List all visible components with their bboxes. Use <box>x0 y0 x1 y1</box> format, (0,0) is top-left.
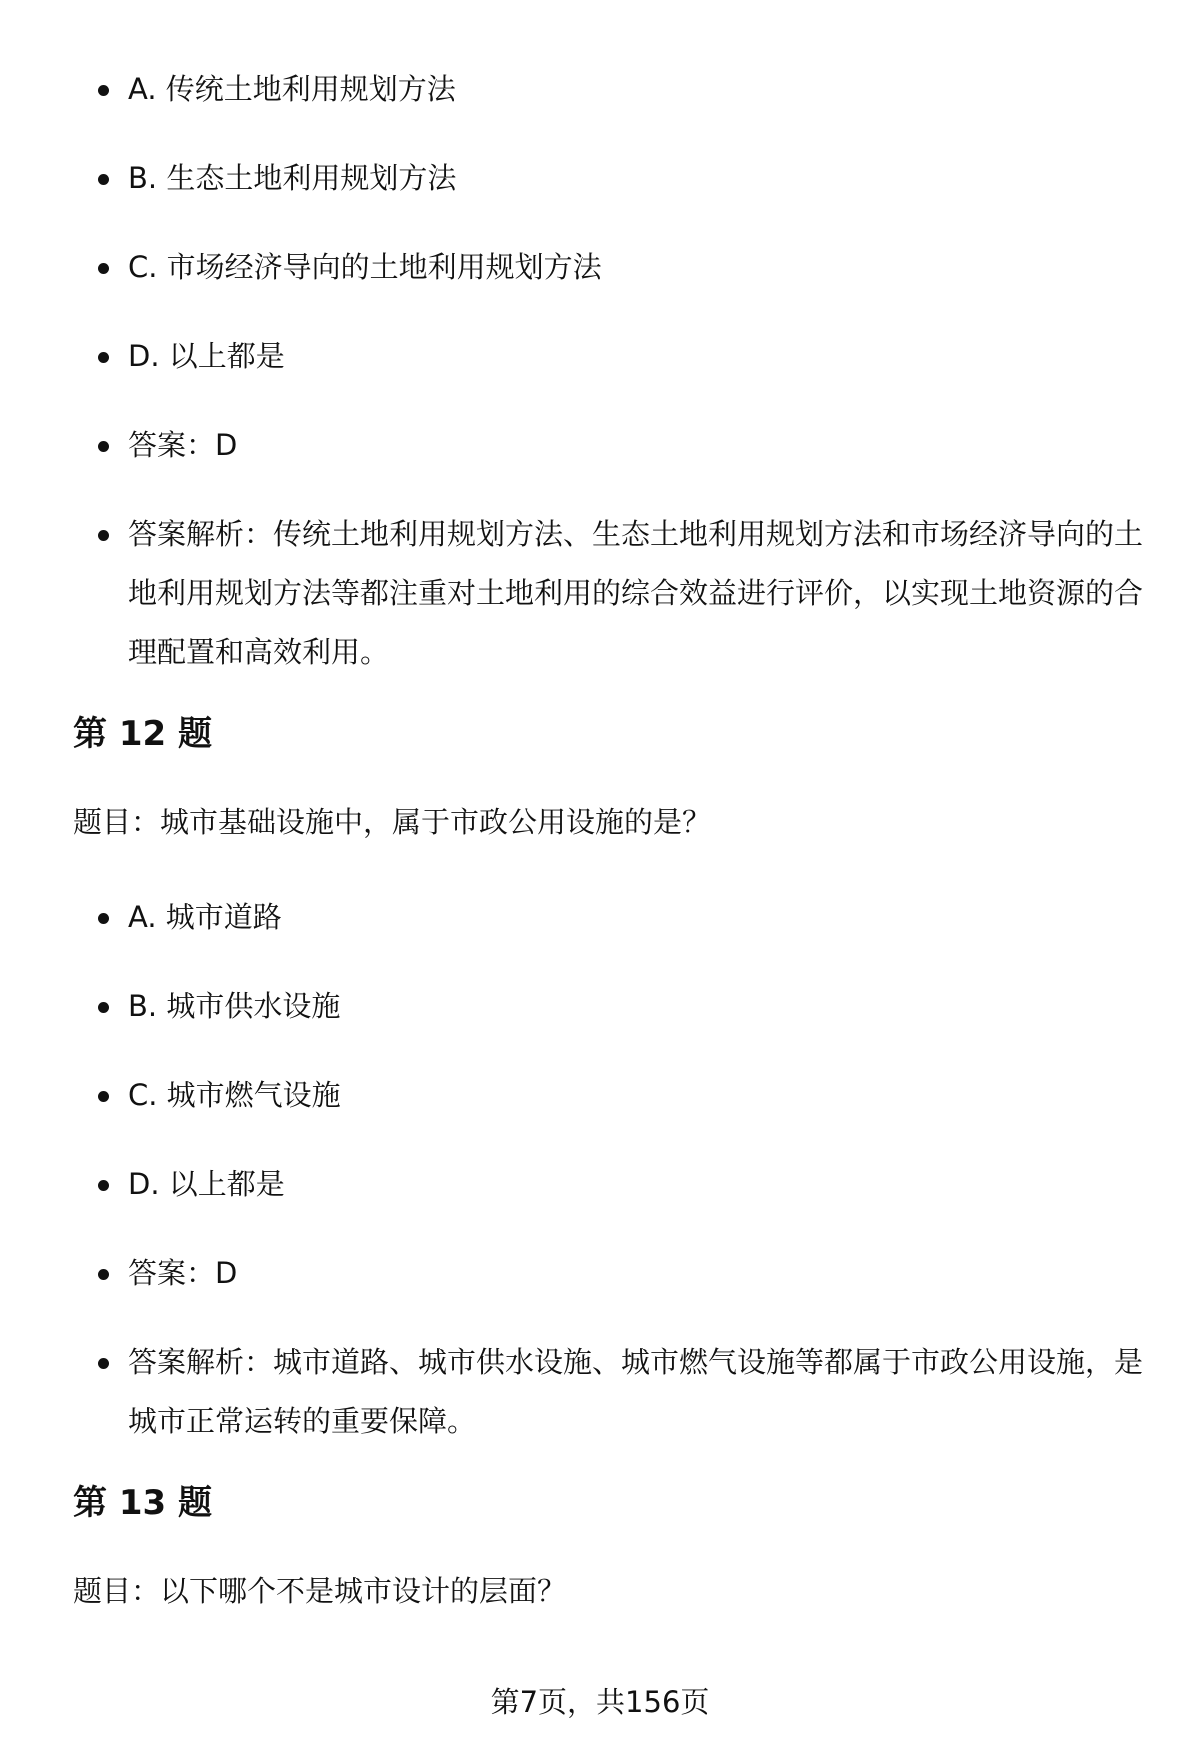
option-text: A. 城市道路 <box>128 900 282 934</box>
bullet-icon <box>98 1180 109 1191</box>
bullet-icon <box>98 913 109 924</box>
question-12-heading: 第 12 题 <box>73 714 212 754</box>
option-text: B. 生态土地利用规划方法 <box>128 161 457 195</box>
option-d <box>73 327 1153 386</box>
option-a <box>73 60 1153 119</box>
question-12-options <box>73 888 1153 1451</box>
option-text: D. 以上都是 <box>128 1167 285 1201</box>
bullet-icon <box>98 352 109 363</box>
option-d <box>73 1155 1153 1214</box>
option-text: D. 以上都是 <box>128 339 285 373</box>
answer-analysis <box>73 505 1153 682</box>
option-b <box>73 149 1153 208</box>
question-13-heading: 第 13 题 <box>73 1483 212 1523</box>
answer-analysis <box>73 1333 1153 1451</box>
analysis-text: 答案解析：传统土地利用规划方法、生态土地利用规划方法和市场经济导向的土地利用规划方法等都注重对土地利用的综合效益进行评价，以实现土地资源的合理配置和高效利用。 <box>128 517 1144 669</box>
analysis-text: 答案解析：城市道路、城市供水设施、城市燃气设施等都属于市政公用设施，是城市正常运转的重要保障。 <box>128 1345 1144 1438</box>
option-text: B. 城市供水设施 <box>128 989 341 1023</box>
question-13-text: 题目：以下哪个不是城市设计的层面？ <box>73 1574 567 1608</box>
bullet-icon <box>98 263 109 274</box>
answer <box>73 1244 1153 1303</box>
page-number: 第7页，共156页 <box>490 1685 710 1719</box>
option-text: A. 传统土地利用规划方法 <box>128 72 456 106</box>
page-content <box>73 60 1153 1657</box>
bullet-icon <box>98 1002 109 1013</box>
option-c <box>73 1066 1153 1125</box>
bullet-icon <box>98 85 109 96</box>
option-a <box>73 888 1153 947</box>
option-c <box>73 238 1153 297</box>
option-b <box>73 977 1153 1036</box>
answer-text: 答案：D <box>128 428 238 462</box>
question-12-text: 题目：城市基础设施中，属于市政公用设施的是？ <box>73 805 712 839</box>
bullet-icon <box>98 1358 109 1369</box>
bullet-icon <box>98 530 109 541</box>
option-text: C. 城市燃气设施 <box>128 1078 341 1112</box>
question-11-options <box>73 60 1153 682</box>
bullet-icon <box>98 174 109 185</box>
option-text: C. 市场经济导向的土地利用规划方法 <box>128 250 602 284</box>
bullet-icon <box>98 441 109 452</box>
answer <box>73 416 1153 475</box>
bullet-icon <box>98 1269 109 1280</box>
bullet-icon <box>98 1091 109 1102</box>
answer-text: 答案：D <box>128 1256 238 1290</box>
